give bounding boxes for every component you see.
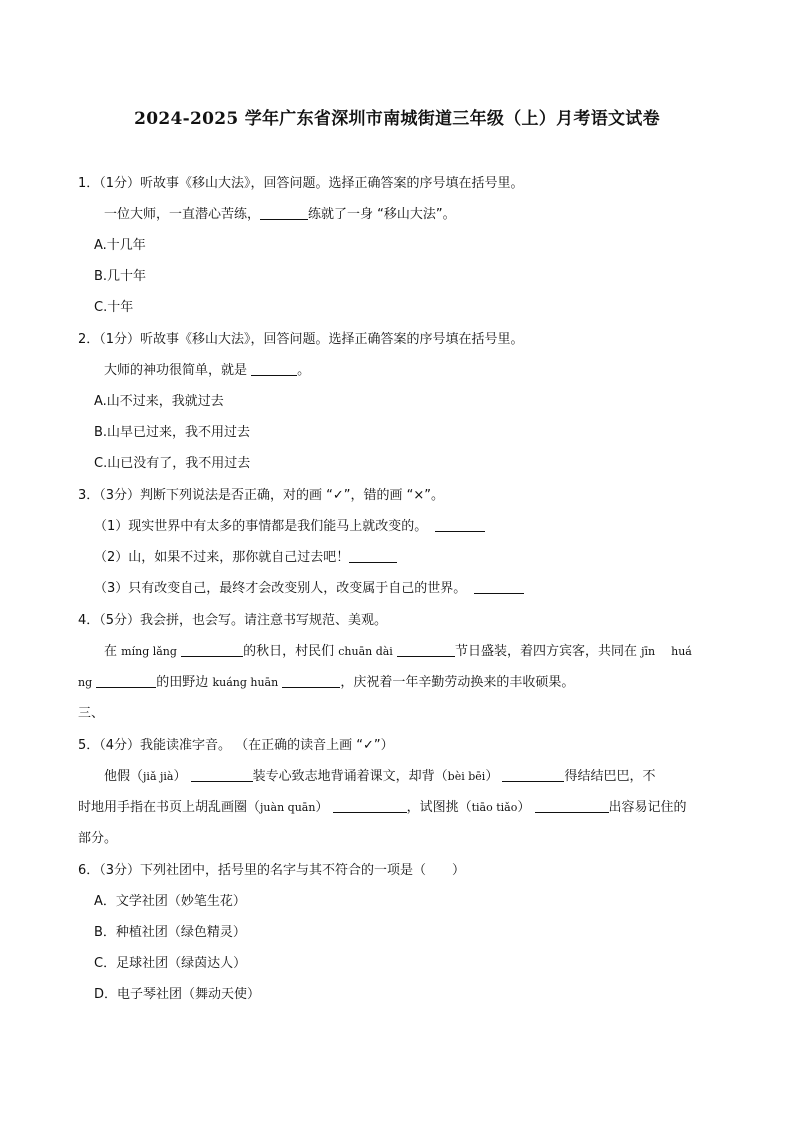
answer-blank[interactable] [282, 675, 340, 688]
question-4-line-1: 在 míng lǎng 的秋日，村民们 chuān dài 节日盛装，着四方宾客，共同在 jīn huá [104, 644, 692, 659]
question-4-line-2: ng 的田野边 kuáng huān ，庆祝着一年辛勤劳动换来的丰收硕果。 [78, 675, 575, 690]
question-4-stem: 4．（5分）我会拼，也会写。请注意书写规范、美观。 [78, 613, 388, 628]
question-3-item-3: （3）只有改变自己，最终才会改变别人，改变属于自己的世界。 [94, 580, 524, 598]
question-6-stem: 6．（3分）下列社团中，括号里的名字与其不符合的一项是（ ） [78, 863, 466, 878]
question-2-stem: 2．（1分）听故事《移山大法》，回答问题。选择正确答案的序号填在括号里。 [78, 332, 524, 347]
question-2-option-c[interactable]: C.山已没有了，我不用过去 [94, 456, 251, 471]
answer-blank[interactable] [260, 207, 308, 220]
question-5-line-2: 时地用手指在书页上胡乱画圈（juàn quān） ，试图挑（tiāo tiǎo） 出容易记住的 [78, 800, 687, 815]
question-2-option-a[interactable]: A.山不过来，我就过去 [94, 394, 224, 409]
page-title: 2024-2025 学年广东省深圳市南城街道三年级（上）月考语文试卷 [134, 109, 660, 129]
question-6-option-a[interactable]: A．文学社团（妙笔生花） [94, 894, 246, 909]
answer-blank[interactable] [333, 800, 407, 813]
question-3-item-1: （1）现实世界中有太多的事情都是我们能马上就改变的。 [94, 518, 485, 536]
question-6-option-b[interactable]: B．种植社团（绿色精灵） [94, 925, 246, 940]
question-6-option-c[interactable]: C．足球社团（绿茵达人） [94, 956, 247, 971]
answer-blank[interactable] [251, 363, 297, 376]
answer-blank[interactable] [535, 800, 609, 813]
answer-blank[interactable] [96, 675, 156, 688]
answer-blank[interactable] [502, 769, 564, 782]
answer-blank[interactable] [349, 550, 397, 563]
question-5-line-3: 部分。 [78, 831, 118, 846]
answer-blank[interactable] [181, 644, 243, 657]
question-2-prompt: 大师的神功很简单，就是 。 [104, 363, 311, 378]
question-1-prompt: 一位大师，一直潜心苦练， 练就了一身 “移山大法”。 [104, 207, 456, 222]
answer-blank[interactable] [474, 581, 524, 594]
question-6-option-d[interactable]: D．电子琴社团（舞动天使） [94, 987, 261, 1002]
question-2-option-b[interactable]: B.山早已过来，我不用过去 [94, 425, 251, 440]
answer-blank[interactable] [397, 644, 455, 657]
question-5-line-1: 他假（jiǎ jià） 装专心致志地背诵着课文，却背（bèi bēi） 得结结巴巴，不 [104, 769, 656, 784]
question-5-stem: 5．（4分）我能读准字音。 （在正确的读音上画 “✓”） [78, 738, 394, 753]
question-1-option-a[interactable]: A.十几年 [94, 238, 146, 253]
question-1-stem: 1．（1分）听故事《移山大法》，回答问题。选择正确答案的序号填在括号里。 [78, 176, 524, 191]
section-marker: 三、 [78, 706, 105, 721]
question-3-item-2: （2）山，如果不过来，那你就自己过去吧！ [94, 549, 397, 567]
answer-blank[interactable] [191, 769, 253, 782]
question-1-option-b[interactable]: B.几十年 [94, 269, 147, 284]
question-3-stem: 3．（3分）判断下列说法是否正确，对的画 “✓”，错的画 “×”。 [78, 488, 445, 503]
question-1-option-c[interactable]: C.十年 [94, 300, 134, 315]
answer-blank[interactable] [435, 519, 485, 532]
